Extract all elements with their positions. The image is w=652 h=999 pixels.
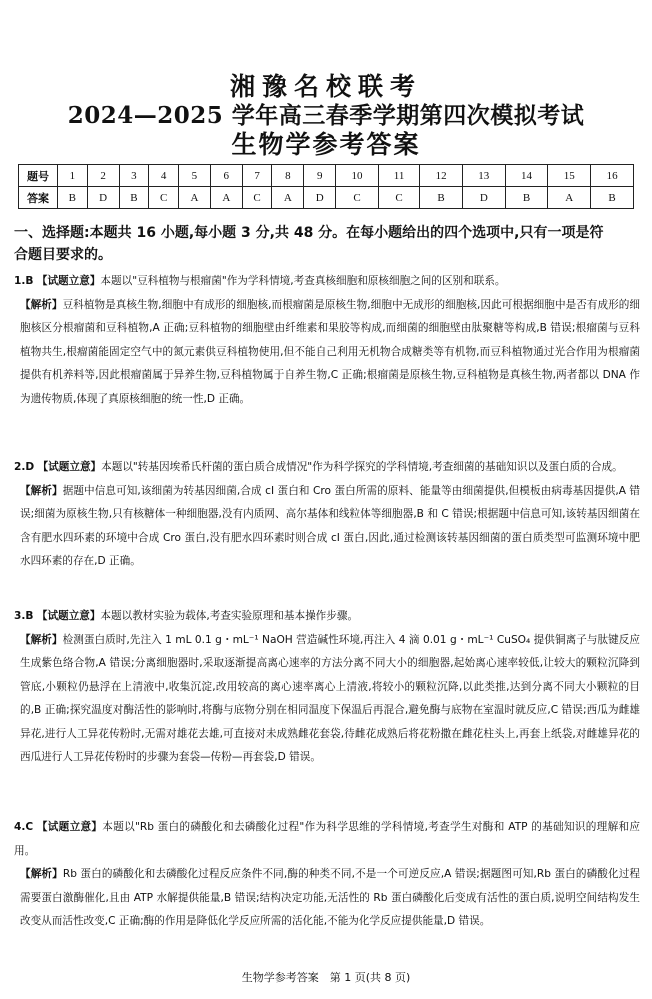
question-analysis bbox=[14, 294, 640, 412]
analysis-text: 检测蛋白质时,先注入 1 mL 0.1 g・mL⁻¹ NaOH 营造碱性环境,再注入 4 滴 0.01 g・mL⁻¹ CuSO₄ 提供铜离子与肽键反应生成紫色络合物,A 错误;分离细胞器时,采取逐渐提高离心速率的方法分离不同大小的细胞器,起始离心速率较低,让较大的颗粒沉降到管底,小颗粒仍悬浮在上清液中,收集沉淀,改用较高的离心速率离心上清液,将较小的颗粒沉降,以此类推,达到分离不同大小颗粒的目的,B 正确;探究温度对酶活性的影响时,将酶与底物分别在相同温度下保温后再混合,避免酶与底物在室温时就反应,C 错误;西瓜为雌雄异花,进行人工异花传粉时,无需对雄花去雄,可直接对未成熟雌花套袋,待雌花成熟后将花粉撒在雌花柱头上,再套上纸袋,对雌雄异花的西瓜进行人工异花传粉时的步骤为套袋—传粉—再套袋,D 错误。 bbox=[20, 633, 640, 763]
intent-tag: 【试题立意】 bbox=[36, 275, 101, 287]
answer-cell: A bbox=[210, 187, 242, 209]
intent-tag: 【试题立意】 bbox=[36, 610, 101, 622]
question-intent bbox=[14, 816, 640, 863]
section-heading-line1: 一、选择题:本题共 16 小题,每小题 3 分,共 48 分。在每小题给出的四个选项中,只有一项是符 bbox=[14, 225, 604, 241]
question-number-label: 1.B bbox=[14, 275, 34, 287]
intent-text: 本题以"Rb 蛋白的磷酸化和去磷酸化过程"作为科学思维的学科情境,考查学生对酶和 ATP 的基础知识的理解和应用。 bbox=[14, 821, 640, 857]
answer-cell: C bbox=[242, 187, 272, 209]
question-intent bbox=[14, 605, 640, 629]
row-label-answer: 答案 bbox=[19, 187, 58, 209]
question-number: 4 bbox=[149, 165, 179, 187]
answer-cell: B bbox=[591, 187, 634, 209]
question-number: 5 bbox=[178, 165, 210, 187]
question-4-block bbox=[14, 816, 640, 934]
question-number: 10 bbox=[336, 165, 379, 187]
intent-text: 本题以"转基因埃希氏杆菌的蛋白质合成情况"作为科学探究的学科情境,考查细菌的基础知识以及蛋白质的合成。 bbox=[101, 461, 623, 473]
answer-cell: C bbox=[149, 187, 179, 209]
answer-cell: C bbox=[378, 187, 419, 209]
analysis-tag: 【解析】 bbox=[20, 298, 63, 311]
answer-cell: C bbox=[336, 187, 379, 209]
question-number: 13 bbox=[462, 165, 505, 187]
answer-cell: D bbox=[87, 187, 119, 209]
question-number-row bbox=[19, 165, 634, 187]
analysis-tag: 【解析】 bbox=[20, 484, 63, 497]
question-number: 7 bbox=[242, 165, 272, 187]
intent-tag: 【试题立意】 bbox=[37, 461, 102, 473]
section-heading bbox=[14, 222, 638, 266]
question-number: 11 bbox=[378, 165, 419, 187]
row-label-question: 题号 bbox=[19, 165, 58, 187]
question-number: 16 bbox=[591, 165, 634, 187]
question-number: 8 bbox=[272, 165, 304, 187]
analysis-text: 据题中信息可知,该细菌为转基因细菌,合成 cI 蛋白和 Cro 蛋白所需的原料、能量等由细菌提供,但模板由病毒基因提供,A 错误;细菌为原核生物,只有核糖体一种细胞器,没有内质网、高尔基体和线粒体等细胞器,B 和 C 错误;根据题中信息可知,该转基因细菌在含有肥水四环素的环境中合成 Cro 蛋白,没有肥水四环素时则合成 cI 蛋白,因此,通过检测该转基因细菌的蛋白质类型可监测环境中肥水四环素的存在,D 正确。 bbox=[20, 484, 641, 567]
question-3-block bbox=[14, 605, 640, 770]
answer-cell: B bbox=[58, 187, 88, 209]
analysis-tag: 【解析】 bbox=[20, 633, 63, 646]
question-intent bbox=[14, 270, 640, 294]
question-analysis bbox=[14, 480, 640, 574]
question-number-label: 2.D bbox=[14, 461, 35, 473]
exam-name-title: 2024—2025 学年高三春季学期第四次模拟考试 bbox=[67, 102, 585, 129]
answer-cell: B bbox=[119, 187, 149, 209]
intent-text: 本题以教材实验为载体,考查实验原理和基本操作步骤。 bbox=[100, 610, 359, 622]
analysis-text: Rb 蛋白的磷酸化和去磷酸化过程反应条件不同,酶的种类不同,不是一个可逆反应,A 错误;据题图可知,Rb 蛋白的磷酸化过程需要蛋白激酶催化,且由 ATP 水解提供能量,B 错误;结构决定功能,无活性的 Rb 蛋白磷酸化后变成有活性的蛋白质,说明空间结构发生改变从而活性改变,C 正确;酶的作用是降低化学反应所需的活化能,不能为化学反应提供能量,D 错误。 bbox=[20, 868, 641, 927]
question-analysis bbox=[14, 629, 640, 770]
answer-cell: D bbox=[304, 187, 336, 209]
question-analysis bbox=[14, 863, 640, 934]
question-number: 1 bbox=[58, 165, 88, 187]
question-number: 3 bbox=[119, 165, 149, 187]
answer-table bbox=[18, 164, 634, 209]
answer-cell: D bbox=[462, 187, 505, 209]
answer-cell: A bbox=[548, 187, 591, 209]
answer-cell: B bbox=[420, 187, 463, 209]
question-number: 12 bbox=[420, 165, 463, 187]
answer-row bbox=[19, 187, 634, 209]
answer-cell: B bbox=[505, 187, 548, 209]
answer-cell: A bbox=[272, 187, 304, 209]
analysis-text: 豆科植物是真核生物,细胞中有成形的细胞核,而根瘤菌是原核生物,细胞中无成形的细胞核,因此可根据细胞中是否有成形的细胞核区分根瘤菌和豆科植物,A 正确;豆科植物的细胞壁由纤维素和果胶等构成,而细菌的细胞壁由肽聚糖等构成,B 错误;根瘤菌与豆科植物共生,根瘤菌能固定空气中的氮元素供豆科植物使用,但不能自己利用无机物合成糖类等有机物,而豆科植物通过光合作用为根瘤菌提供有机养料等,因此根瘤菌属于异养生物,豆科植物属于自养生物,C 正确;根瘤菌是原核生物,豆科植物是真核生物,两者都以 DNA 作为遗传物质,体现了真原核细胞的统一性,D 正确。 bbox=[20, 298, 641, 405]
question-1-block bbox=[14, 270, 640, 411]
question-2-block bbox=[14, 456, 640, 574]
intent-tag: 【试题立意】 bbox=[36, 821, 103, 833]
answer-cell: A bbox=[178, 187, 210, 209]
question-number-label: 4.C bbox=[14, 821, 34, 833]
question-number: 6 bbox=[210, 165, 242, 187]
question-intent bbox=[14, 456, 640, 480]
exam-org-title: 湘豫名校联考 bbox=[229, 72, 422, 101]
analysis-tag: 【解析】 bbox=[20, 868, 63, 880]
intent-text: 本题以"豆科植物与根瘤菌"作为学科情境,考查真核细胞和原核细胞之间的区别和联系。 bbox=[100, 275, 506, 287]
section-heading-line2: 合题目要求的。 bbox=[14, 247, 112, 263]
question-number: 15 bbox=[548, 165, 591, 187]
question-number: 2 bbox=[87, 165, 119, 187]
question-number-label: 3.B bbox=[14, 610, 34, 622]
question-number: 9 bbox=[304, 165, 336, 187]
question-number: 14 bbox=[505, 165, 548, 187]
page-footer: 生物学参考答案 第 1 页(共 8 页) bbox=[241, 971, 411, 984]
answer-key-title: 生物学参考答案 bbox=[231, 130, 421, 159]
